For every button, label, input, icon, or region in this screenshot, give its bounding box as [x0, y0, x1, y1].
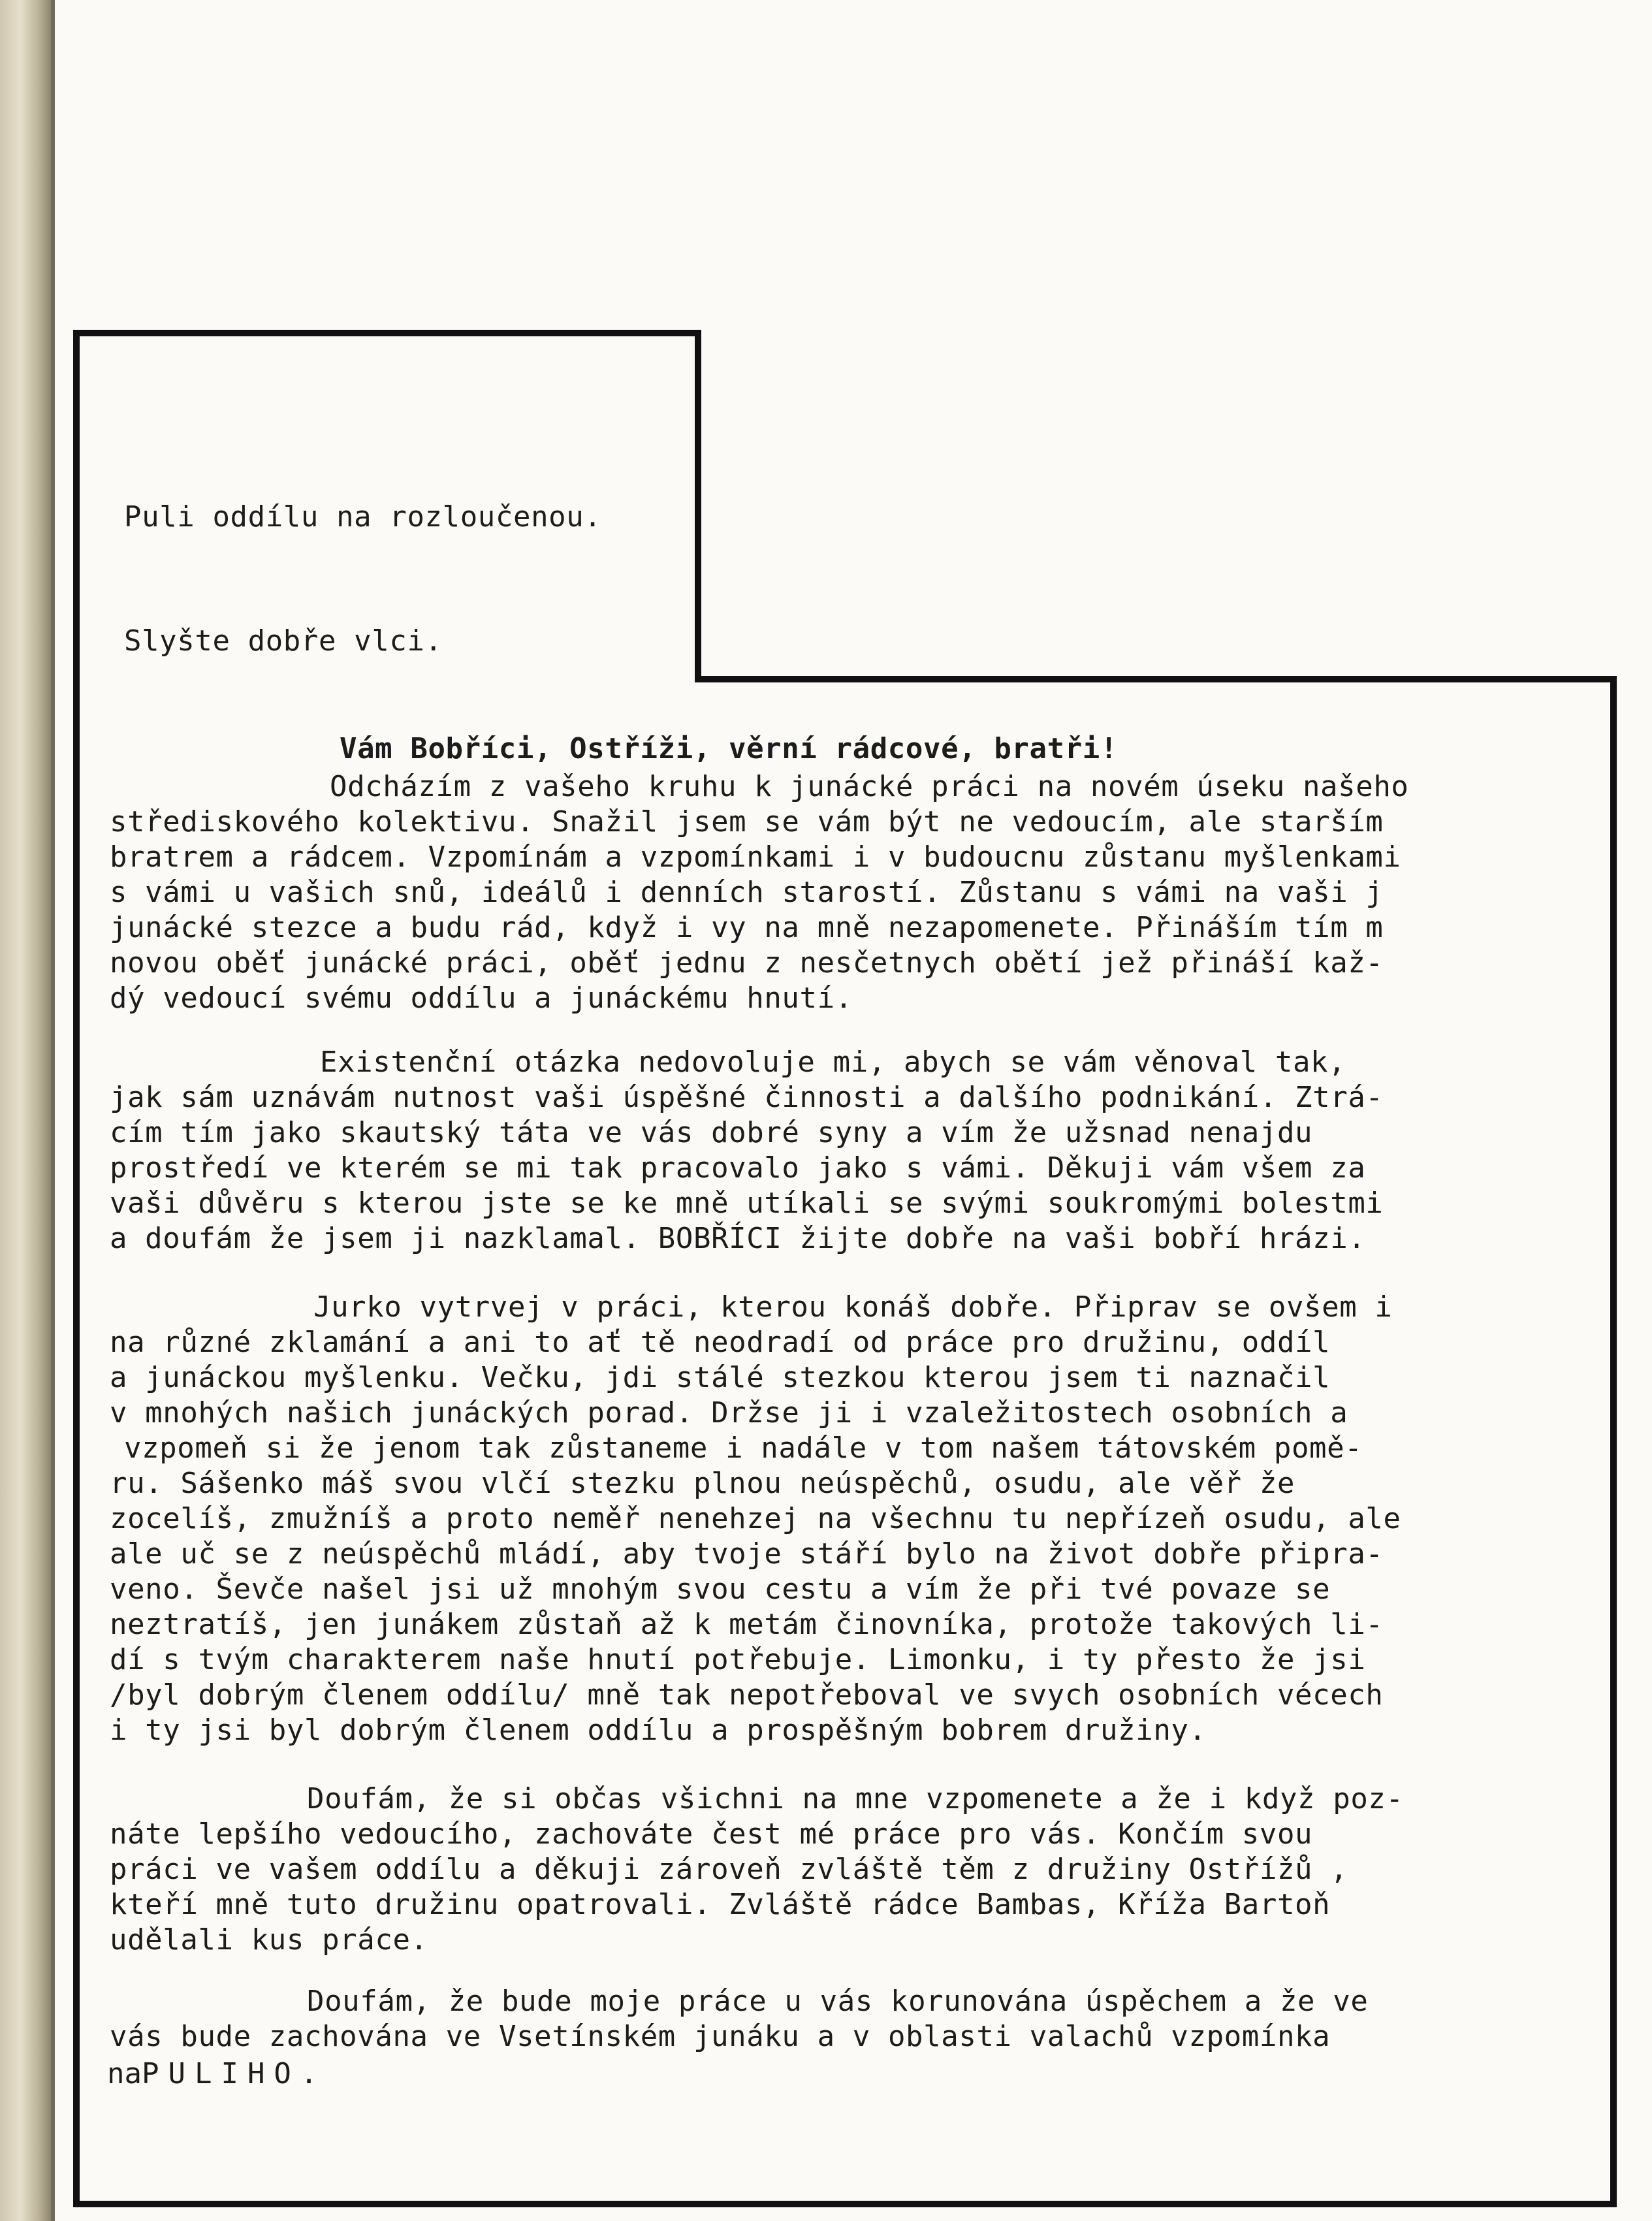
paragraph-5-line-1: Doufám, že bude moje práce u vás korunována úspěchem a že ve [307, 1985, 1369, 2018]
paragraph-1-line-7: dý vedoucí svému oddílu a junáckému hnutí. [110, 982, 853, 1015]
paragraph-3-line-8: ale uč se z neúspěchů mládí, aby tvoje stáří bylo na život dobře připra- [110, 1537, 1384, 1571]
letter-heading: Puli oddílu na rozloučenou. [124, 500, 602, 534]
paragraph-3-line-3: a junáckou myšlenku. Večku, jdi stálé stezkou kterou jsem ti naznačil [110, 1361, 1331, 1394]
paragraph-3-line-1: Jurko vytrvej v práci, kterou konáš dobře. Připrav se ovšem i [313, 1290, 1393, 1324]
book-binding [0, 0, 51, 2221]
paragraph-2-line-2: jak sám uznávám nutnost vaši úspěšné činnosti a dalšího podnikání. Ztrá- [110, 1081, 1384, 1114]
closing-line [107, 2057, 326, 2090]
paragraph-1-line-1: Odcházím z vašeho kruhu k junácké práci na novém úseku našeho [330, 770, 1409, 803]
paragraph-1-line-4: s vámi u vašich snů, ideálů i denních starostí. Zůstanu s vámi na vaši j [110, 876, 1384, 909]
frame-step-vertical [695, 330, 701, 682]
paragraph-4-line-3: práci ve vašem oddílu a děkuji zároveň zvláště těm z družiny Ostřížů , [110, 1853, 1348, 1886]
greeting-wolves: Slyšte dobře vlci. [124, 624, 443, 658]
paragraph-3-line-7: zocelíš, zmužníš a proto neměř nenehzej na všechnu tu nepřízeň osudu, ale [110, 1502, 1401, 1535]
frame-step-horizontal [695, 676, 1617, 682]
frame-left-border [73, 330, 80, 2207]
closing-prefix: na [107, 2057, 142, 2090]
paragraph-3-line-10: neztratíš, jen junákem zůstaň až k metám činovníka, protože takových li- [110, 1608, 1384, 1641]
frame-bottom-border [73, 2201, 1617, 2207]
paragraph-4-line-4: kteří mně tuto družinu opatrovali. Zvláště rádce Bambas, Kříža Bartoň [110, 1888, 1331, 1921]
paragraph-3-line-13: i ty jsi byl dobrým členem oddílu a prospěšným bobrem družiny. [110, 1714, 1207, 1747]
frame-right-border [1610, 676, 1617, 2207]
paragraph-3-line-11: dí s tvým charakterem naše hnutí potřebuje. Limonku, i ty přesto že jsi [110, 1643, 1366, 1676]
paragraph-2-line-3: cím tím jako skautský táta ve vás dobré syny a vím že užsnad nenajdu [110, 1116, 1313, 1149]
salutation: Vám Bobříci, Ostříži, věrní rádcové, bratři! [340, 732, 1118, 765]
paragraph-2-line-1: Existenční otázka nedovoluje mi, abych se vám věnoval tak, [320, 1046, 1346, 1079]
paragraph-2-line-4: prostředí ve kterém se mi tak pracovalo jako s vámi. Děkuji vám všem za [110, 1151, 1366, 1185]
paragraph-4-line-1: Doufám, že si občas všichni na mne vzpomenete a že i když poz- [307, 1782, 1404, 1815]
paragraph-3-line-4: v mnohých našich junáckých porad. Držse ji i vzaležitostech osobních a [110, 1396, 1348, 1430]
paragraph-1-line-6: novou oběť junácké práci, oběť jednu z nesčetnych obětí jež přináší kaž- [110, 946, 1384, 980]
signature: PULIHO. [141, 2057, 327, 2090]
paragraph-3-line-5: vzpomeň si že jenom tak zůstaneme i nadále v tom našem tátovském pomě- [124, 1431, 1363, 1465]
frame-top-border [73, 330, 701, 336]
paragraph-3-line-9: veno. Ševče našel jsi už mnohým svou cestu a vím že při tvé povaze se [110, 1573, 1331, 1606]
paragraph-3-line-6: ru. Sášenko máš svou vlčí stezku plnou neúspěchů, osudu, ale věř že [110, 1467, 1295, 1500]
paragraph-4-line-2: náte lepšího vedoucího, zachováte čest mé práce pro vás. Končím svou [110, 1817, 1313, 1851]
paragraph-5-line-2: vás bude zachována ve Vsetínském junáku a v oblasti valachů vzpomínka [110, 2020, 1331, 2053]
paragraph-1-line-3: bratrem a rádcem. Vzpomínám a vzpomínkami i v budoucnu zůstanu myšlenkami [110, 840, 1401, 874]
paragraph-3-line-2: na různé zklamání a ani to ať tě neodradí od práce pro družinu, oddíl [110, 1326, 1331, 1359]
paragraph-1-line-5: junácké stezce a budu rád, když i vy na mně nezapomenete. Přináším tím m [110, 911, 1384, 944]
paragraph-4-line-5: udělali kus práce. [110, 1923, 428, 1957]
paragraph-1-line-2: střediskového kolektivu. Snažil jsem se vám být ne vedoucím, ale starším [110, 805, 1384, 839]
paragraph-3-line-12: /byl dobrým členem oddílu/ mně tak nepotřeboval ve svych osobních vécech [110, 1678, 1384, 1712]
paragraph-2-line-5: vaši důvěru s kterou jste se ke mně utíkali se svými soukromými bolestmi [110, 1187, 1384, 1220]
paragraph-2-line-6: a doufám že jsem ji nazklamal. BOBŘÍCI žijte dobře na vaši bobří hrázi. [110, 1222, 1366, 1255]
